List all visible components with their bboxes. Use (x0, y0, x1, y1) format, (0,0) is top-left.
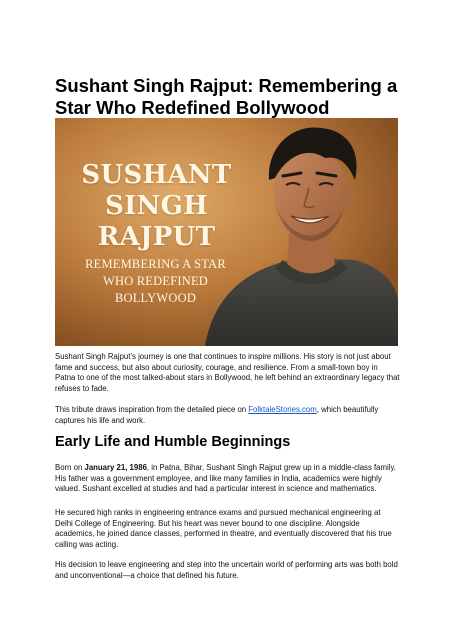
hero-name-text (69, 160, 244, 253)
hero-banner-image (55, 118, 398, 346)
tribute-text-before: This tribute draws inspiration from the detailed piece on (55, 405, 249, 414)
folktalestories-link[interactable]: FolktaleStories.com (248, 405, 317, 414)
hero-tagline-line-3: BOLLYWOOD (114, 291, 197, 305)
hero-tagline-text (78, 256, 233, 307)
article-title: Sushant Singh Rajput: Remembering a Star Who Redefined Bollywood (55, 75, 398, 118)
early-life-paragraph-2: He secured high ranks in engineering entrance exams and pursued mechanical engineering at Delhi College of Engineering. But his heart was never bound to one discipline. Alongside academics, he joined dance classes, performed in theatre, and eventually discovered that his true calling was acting. (55, 508, 392, 549)
early-life-paragraph-3: His decision to leave engineering and step into the uncertain world of performing arts was both bold and unconventional—a choice that defined his future. (55, 560, 398, 580)
hero-name-line-3: RAJPUT (97, 222, 216, 252)
hero-tagline-line-1: REMEMBERING A STAR (85, 257, 226, 271)
intro-paragraph: Sushant Singh Rajput’s journey is one that continues to inspire millions. His story is not just about fame and success, but also about curiosity, courage, and resilience. From a small-town boy in Patna to one of the most talked-about stars in Bollywood, he left behind an extraordinary legacy that refuses to fade. (55, 352, 400, 393)
birth-text-after: , in Patna, Bihar, Sushant Singh Rajput grew up in a middle-class family. His father was a government employee, and like many families in India, academics were highly valued. Sushant excelled at studies and had a particular interest in science and mathematics. (55, 463, 396, 493)
hero-name-line-2: SINGH (105, 191, 208, 221)
section-heading: Early Life and Humble Beginnings (55, 434, 291, 450)
hero-tagline-line-2: WHO REDEFINED (102, 274, 209, 288)
birth-text-before: Born on (55, 463, 85, 472)
tribute-text-after: , which beautifully captures his life and work. (55, 405, 379, 425)
tribute-paragraph (55, 405, 400, 426)
hero-name-line-1: SUSHANT (81, 160, 232, 190)
birth-date: January 21, 1986 (84, 463, 147, 472)
early-life-paragraph-1 (55, 463, 400, 495)
